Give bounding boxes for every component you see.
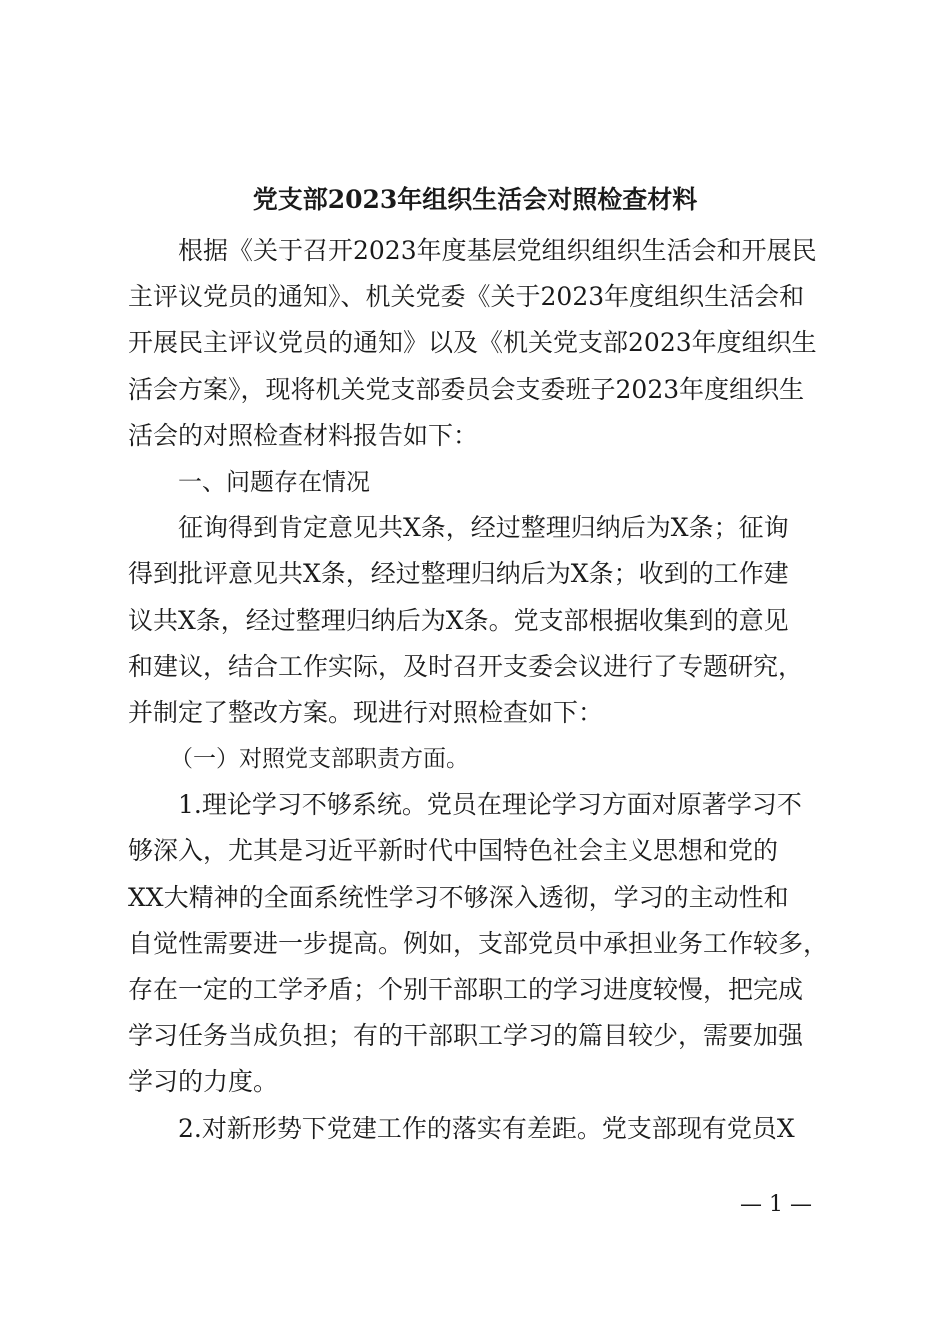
text-line: 学习任务当成负担；有的干部职工学习的篇目较少，需要加强 xyxy=(128,1021,804,1051)
text-line: 存在一定的工学矛盾；个别干部职工的学习进度较慢，把完成 xyxy=(128,975,804,1004)
section-1-heading: 一、问题存在情况 xyxy=(178,467,370,496)
item-1-paragraph xyxy=(128,782,828,1105)
section-1-paragraph xyxy=(128,505,828,736)
text-line: XX大精神的全面系统性学习不够深入透彻，学习的主动性和 xyxy=(128,882,789,912)
text-line: 征询得到肯定意见共X条，经过整理归纳后为X条；征询 xyxy=(178,513,789,543)
text-line: 议共X条，经过整理归纳后为X条。党支部根据收集到的意见 xyxy=(128,605,789,635)
page-number: — 1 — xyxy=(740,1192,812,1217)
section-heading xyxy=(128,459,828,505)
intro-paragraph xyxy=(128,228,828,459)
text-line: 根据《关于召开2023年度基层党组织组织生活会和开展民 xyxy=(178,236,817,265)
text-line: 2.对新形势下党建工作的落实有差距。党支部现有党员X xyxy=(178,1113,795,1143)
text-line: 得到批评意见共X条，经过整理归纳后为X条；收到的工作建 xyxy=(128,559,789,589)
text-line: 够深入，尤其是习近平新时代中国特色社会主义思想和党的 xyxy=(128,836,779,866)
text-line: 和建议，结合工作实际，及时召开支委会议进行了专题研究， xyxy=(128,651,804,681)
subsection-1-heading: （一）对照党支部职责方面。 xyxy=(170,746,469,773)
text-line: 1.理论学习不够系统。党员在理论学习方面对原著学习不 xyxy=(178,790,802,820)
item-2-paragraph xyxy=(128,1106,828,1152)
document-body xyxy=(128,228,828,1152)
text-line: 自觉性需要进一步提高。例如，支部党员中承担业务工作较多， xyxy=(128,928,829,958)
text-line: 并制定了整改方案。现进行对照检查如下： xyxy=(128,697,604,727)
text-line: 活会方案》，现将机关党支部委员会支委班子2023年度组织生 xyxy=(128,374,805,404)
text-line: 活会的对照检查材料报告如下： xyxy=(128,420,479,450)
text-line: 主评议党员的通知》、机关党委《关于2023年度组织生活会和 xyxy=(128,282,805,312)
text-line: 学习的力度。 xyxy=(128,1067,279,1097)
document-title: 党支部2023年组织生活会对照检查材料 xyxy=(252,185,698,214)
text-line: 开展民主评议党员的通知》以及《机关党支部2023年度组织生 xyxy=(128,328,817,358)
subsection-heading xyxy=(128,736,828,782)
